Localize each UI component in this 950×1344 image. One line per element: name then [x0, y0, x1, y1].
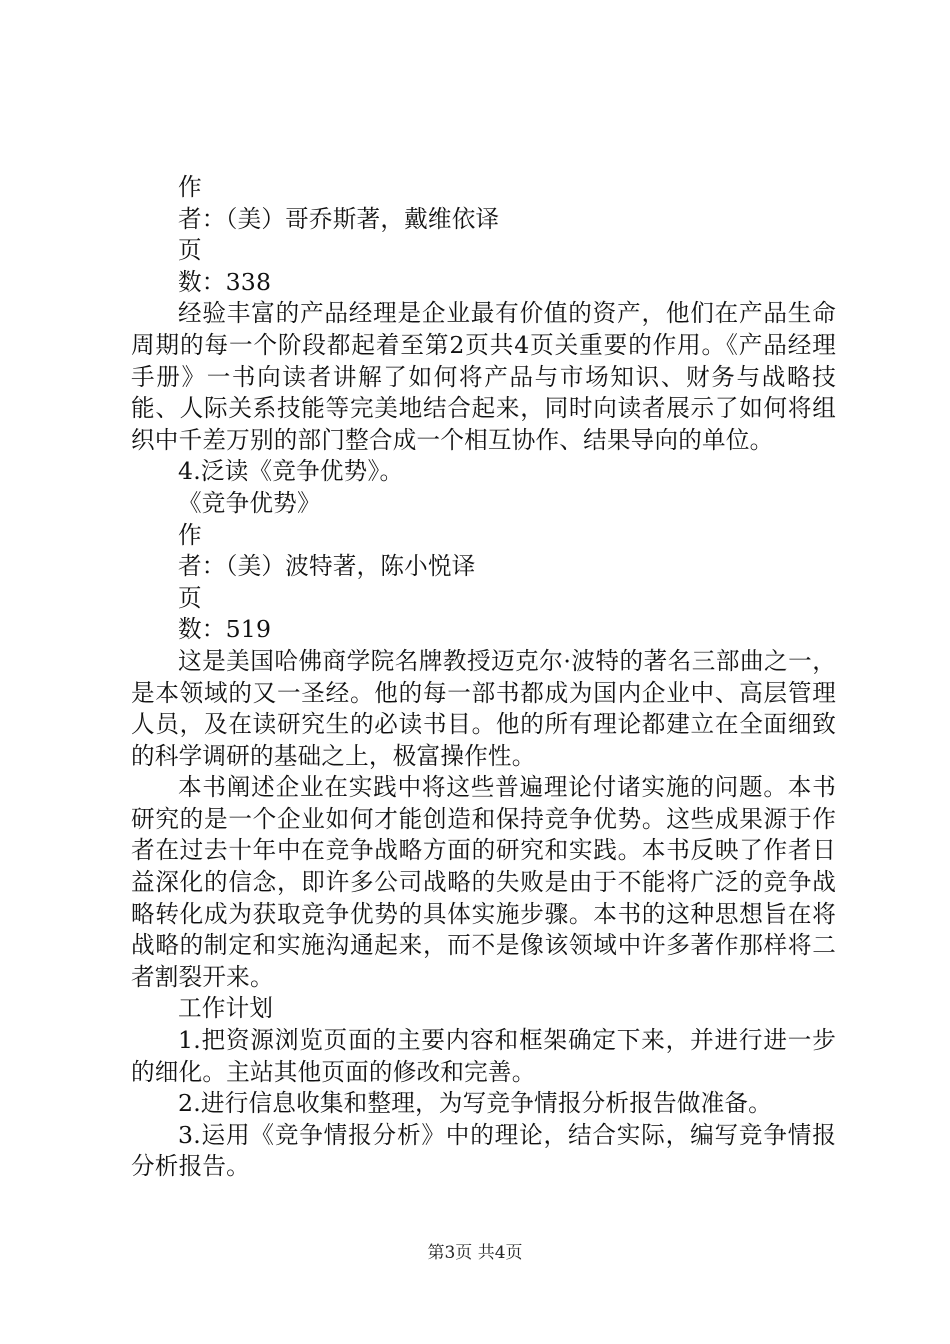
author-line-1: 者：（美）哥乔斯著，戴维依译 — [178, 204, 500, 233]
author-line-2: 者：（美）波特著，陈小悦译 — [178, 552, 476, 581]
work-plan-heading: 工作计划 — [178, 994, 274, 1023]
pages-label-2: 页 — [178, 583, 202, 612]
author-label-1: 作 — [178, 173, 202, 201]
book-summary-paragraph: 本书阐述企业在实践中将这些普遍理论付诸实施的问题。本书研究的是一个企业如何才能创造和保持竞争优势。这些成果源于作者在过去十年中在竞争战略方面的研究和实践。本书反映了作者日益深化的信念，即许多公司战略的失败是由于不能将广泛的竞争战略转化成为获取竞争优势的具体实施步骤。本书的这种思想旨在将战略的制定和实施沟通起来，而不是像该领域中许多著作那样将二者割裂开来。 — [131, 773, 836, 991]
page-number-footer: 第3页 共4页 — [427, 1243, 523, 1263]
pages-line-1: 数：338 — [178, 267, 272, 296]
pages-line-2: 数：519 — [178, 615, 272, 644]
work-plan-item-3: 3.运用《竞争情报分析》中的理论，结合实际，编写竞争情报分析报告。 — [131, 1120, 836, 1181]
book-description-product-manager: 经验丰富的产品经理是企业最有价值的资产，他们在产品生命周期的每一个阶段都起着至第2页共4页关重要的作用。《产品经理手册》一书向读者讲解了如何将产品与市场知识、财务与战略技能、人际关系技能等完美地结合起来，同时向读者展示了如何将组织中千差万别的部门整合成一个相互协作、结果导向的单位。 — [131, 299, 836, 454]
work-plan-item-2: 2.进行信息收集和整理，为写竞争情报分析报告做准备。 — [178, 1089, 772, 1118]
book-title-competitive-advantage: 《竞争优势》 — [178, 488, 321, 517]
section-heading-competitive-advantage: 4.泛读《竞争优势》。 — [178, 457, 404, 486]
book-description-porter: 这是美国哈佛商学院名牌教授迈克尔·波特的著名三部曲之一，是本领域的又一圣经。他的每一部书都成为国内企业中、高层管理人员，及在读研究生的必读书目。他的所有理论都建立在全面细致的科学调研的基础之上，极富操作性。 — [131, 646, 836, 770]
author-label-2: 作 — [178, 520, 202, 549]
document-body — [131, 172, 836, 1183]
work-plan-item-1: 1.把资源浏览页面的主要内容和框架确定下来，并进行进一步的细化。主站其他页面的修改和完善。 — [131, 1026, 836, 1086]
pages-label-1: 页 — [178, 236, 202, 265]
